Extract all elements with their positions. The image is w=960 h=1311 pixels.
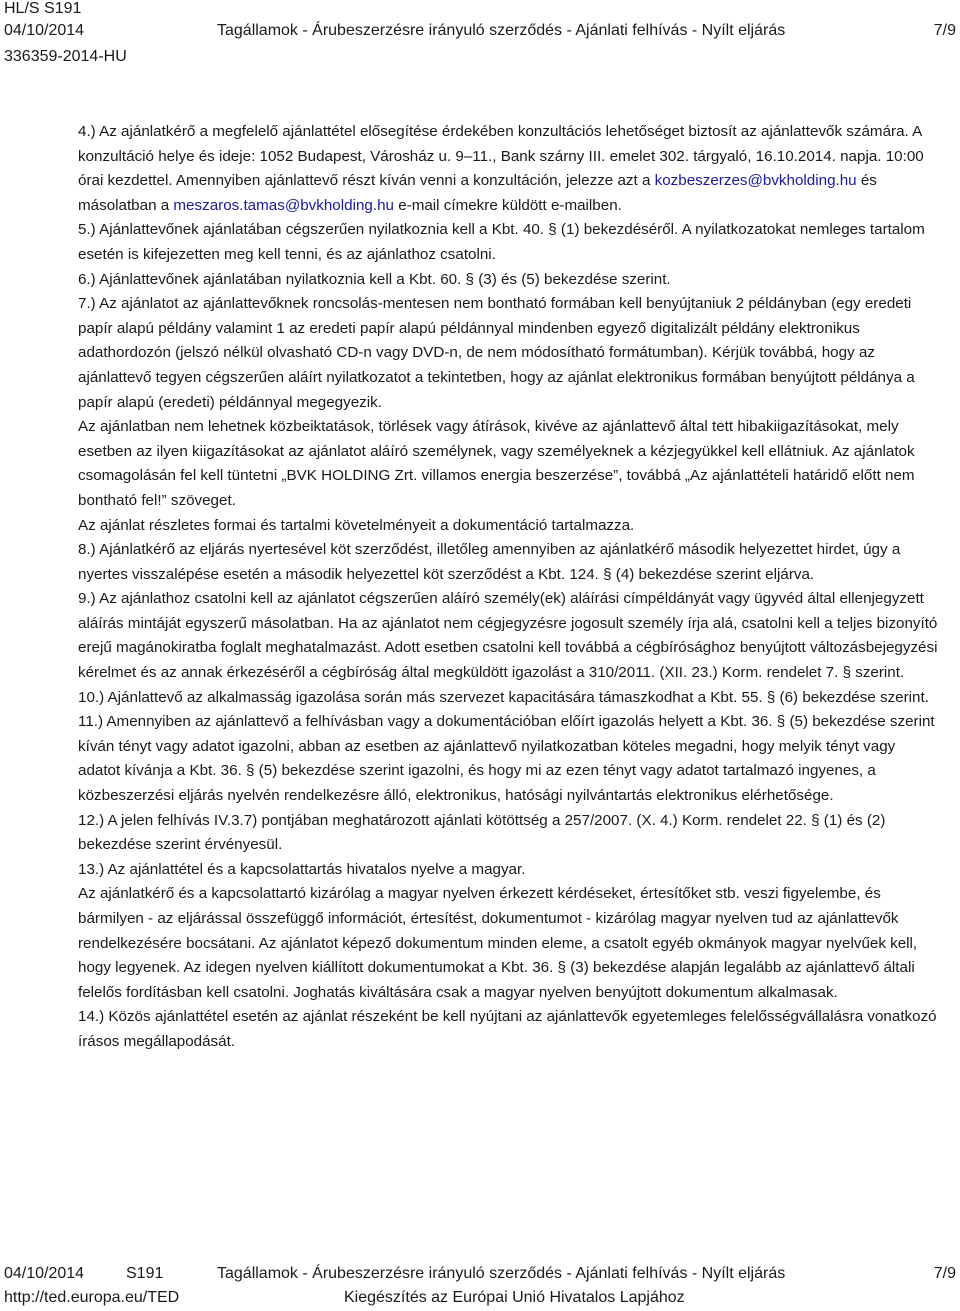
paragraph-13b: Az ajánlatkérő és a kapcsolattartó kizárólag a magyar nyelven érkezett kérdéseket, értesítőket stb. veszi figyelembe, és bármilyen - az eljárással összefüggő információt, értesítést, dokumentumot - kizárólag magyar nyelven tud az ajánlattevők rendelkezésére bocsátani. Az ajánlatot képező dokumentum minden eleme, a csatolt egyéb okmányok magyar nyelvűek kell, hogy legyenek. Az idegen nyelven kiállított dokumentumokat a Kbt. 36. § (3) bekezdése alapján legalább az ajánlattevő általi felelős fordításban kell csatolni. Joghatás kiváltására csak a magyar nyelven benyújtott dokumentum alkalmasak. bbox=[78, 885, 918, 1001]
paragraph-7c: Az ajánlat részletes formai és tartalmi követelményeit a dokumentáció tartalmazza. bbox=[78, 516, 635, 534]
paragraph-10: 10.) Ajánlattevő az alkalmasság igazolása során más szervezet kapacitására támaszkodhat a Kbt. 55. § (6) bekezdése szerint. bbox=[78, 688, 929, 706]
header-date: 04/10/2014 bbox=[4, 22, 85, 39]
page-header bbox=[4, 0, 956, 80]
paragraph-8: 8.) Ajánlatkérő az eljárás nyertesével köt szerződést, illetőleg amennyiben az ajánlatkérő második helyezettet hirdet, úgy a nyertes visszalépése esetén a második helyezettel köt szerződést a Kbt. 124. § (4) bekezdése szerint eljárva. bbox=[78, 541, 901, 583]
paragraph-12: 12.) A jelen felhívás IV.3.7) pontjában meghatározott ajánlati kötöttség a 257/2007. (X. 4.) Korm. rendelet 22. § (1) és (2) bekezdése szerint érvényesül. bbox=[78, 811, 886, 854]
footer-publisher: Kiegészítés az Európai Unió Hivatalos Lapjához bbox=[344, 1289, 685, 1306]
footer-title: Tagállamok - Árubeszerzésre irányuló szerződés - Ajánlati felhívás - Nyílt eljárás bbox=[217, 1265, 786, 1282]
header-doc-id: 336359-2014-HU bbox=[4, 48, 127, 65]
header-title: Tagállamok - Árubeszerzésre irányuló szerződés - Ajánlati felhívás - Nyílt eljárás bbox=[217, 22, 786, 39]
paragraph-4 bbox=[78, 120, 940, 218]
page-footer bbox=[4, 1265, 956, 1311]
paragraph-4-text-b: és másolatban a bbox=[78, 172, 877, 214]
header-page-number: 7/9 bbox=[933, 22, 956, 39]
email-link-meszaros[interactable]: meszaros.tamas@bvkholding.hu bbox=[173, 196, 394, 214]
paragraph-14: 14.) Közös ajánlattétel esetén az ajánlat részeként be kell nyújtani az ajánlattevők egyetemleges felelősségvállalásra vonatkozó írásos megállapodását. bbox=[78, 1008, 937, 1050]
paragraph-6: 6.) Ajánlattevőnek ajánlatában nyilatkoznia kell a Kbt. 60. § (3) és (5) bekezdése szerint. bbox=[78, 270, 671, 288]
paragraph-4-text: 4.) Az ajánlatkérő a megfelelő ajánlattétel elősegítése érdekében konzultációs lehetőséget biztosít az ajánlattevők számára. A konzultáció helye és ideje: 1052 Budapest, Városház u. 9–11., Bank szárny III. emelet 302. tárgyaló, 16.10.2014. napja. 10:00 órai kezdettel. Amennyiben ajánlattevő részt kíván venni a konzultáción, jelezze azt a bbox=[78, 123, 924, 190]
email-link-kozbeszerzes[interactable]: kozbeszerzes@bvkholding.hu bbox=[654, 172, 857, 190]
paragraph-13: 13.) Az ajánlattétel és a kapcsolattartás hivatalos nyelve a magyar. bbox=[78, 860, 526, 878]
paragraph-7b: Az ajánlatban nem lehetnek közbeiktatások, törlések vagy átírások, kivéve az ajánlattevő által tett hibakiigazításokat, mely esetben az ilyen kiigazításokat az ajánlatot aláíró személynek, vagy személyeknek a kézjegyükkel kell ellátniuk. Az ajánlatok csomagolásán fel kell tüntetni „BVK HOLDING Zrt. villamos energia beszerzése”, továbbá „Az ajánlattételi határidő előtt nem bontható fel!” szöveget. bbox=[78, 418, 915, 509]
paragraph-5: 5.) Ajánlattevőnek ajánlatában cégszerűen nyilatkoznia kell a Kbt. 40. § (1) bekezdéséről. A nyilatkozatokat nemleges tartalom esetén is kifejezetten meg kell tenni, és az ajánlathoz csatolni. bbox=[78, 221, 925, 263]
paragraph-7: 7.) Az ajánlatot az ajánlattevőknek roncsolás-mentesen nem bontható formában kell benyújtaniuk 2 példányban (egy eredeti papír alapú példány valamint 1 az eredeti papír alapú példánnyal mindenben egyező digitalizált példány elektronikus adathordozón (jelszó nélkül olvasható CD-n vagy DVD-n, de nem módosítható formátumban). Kérjük továbbá, hogy az ajánlattevő tegyen cégszerűen aláírt nyilatkozatot a tekintetben, hogy az ajánlat elektronikus formában benyújtott példánya a papír alapú (eredeti) példánnyal megegyezik. bbox=[78, 295, 915, 411]
footer-page-number: 7/9 bbox=[933, 1265, 956, 1282]
paragraph-4-text-c: e-mail címekre küldött e-mailben. bbox=[393, 196, 622, 214]
paragraph-9: 9.) Az ajánlathoz csatolni kell az ajánlatot cégszerűen aláíró személy(ek) aláírási címpéldányát vagy ügyvéd által ellenjegyzett aláírás mintáját egyszerű másolatban. Ha az ajánlatot nem cégjegyzésre jogosult személy írja alá, csatolni kell a teljes bizonyító erejű magánokiratba foglalt meghatalmazást. Adott esetben csatolni kell továbbá a cégbírósághoz benyújtott változásbejegyzési kérelmet és az annak érkezéséről a cégbíróság által megküldött igazolást a 310/2011. (XII. 23.) Korm. rendelet 7. § szerint. bbox=[78, 590, 938, 682]
paragraph-11: 11.) Amennyiben az ajánlattevő a felhívásban vagy a dokumentációban előírt igazolás helyett a Kbt. 36. § (5) bekezdése szerint kíván tényt vagy adatot igazolni, abban az esetben az ajánlattevő nyilatkozatban köteles megadni, hogy melyik tényt vagy adatot kívánja a Kbt. 36. § (5) bekezdése szerint igazolni, és hogy mi az ezen tényt vagy adatot tartalmazó ingyenes, a közbeszerzési eljárás nyelvén rendelkezésre álló, elektronikus, hatósági nyilvántartás elektronikus elérhetősége. bbox=[78, 713, 935, 805]
footer-date: 04/10/2014 bbox=[4, 1265, 85, 1282]
document-body bbox=[78, 120, 940, 1055]
header-code: HL/S S191 bbox=[4, 0, 82, 17]
footer-code: S191 bbox=[126, 1265, 164, 1282]
footer-url[interactable]: http://ted.europa.eu/TED bbox=[4, 1289, 180, 1306]
